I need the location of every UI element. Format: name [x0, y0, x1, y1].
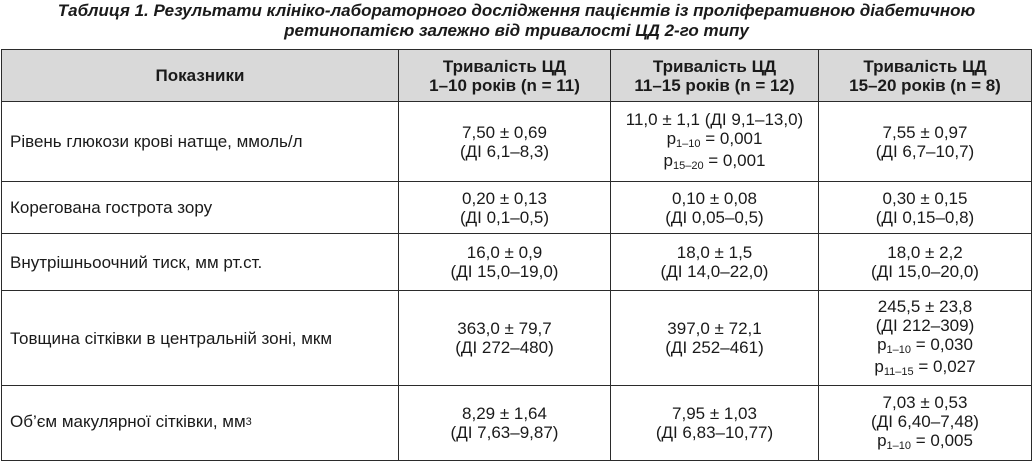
value-text: 18,0 ± 1,5 — [676, 243, 753, 262]
p-subscript: 1–10 — [886, 440, 912, 452]
p-subscript: 1–10 — [886, 344, 912, 356]
value-cell — [399, 291, 611, 386]
table-row — [2, 386, 1032, 461]
table-row — [2, 234, 1032, 291]
value-cell — [611, 386, 819, 461]
table-caption — [0, 1, 1033, 41]
value-cell — [819, 291, 1032, 386]
row-label — [2, 234, 399, 291]
value-text: 11,0 ± 1,1 (ДІ 9,1–13,0) — [625, 110, 804, 129]
value-text: (ДІ 6,83–10,77) — [655, 423, 774, 442]
caption-line-1: Таблиця 1. Результати клініко-лабораторного дослідження пацієнтів із проліферативною діабетичною — [57, 1, 976, 20]
value-text: (ДІ 6,7–10,7) — [875, 141, 975, 161]
value-text: 0,20 ± 0,13 — [462, 188, 547, 208]
p-symbol: p — [877, 335, 887, 354]
value-cell — [399, 102, 611, 182]
value-text: 245,5 ± 23,8 — [877, 297, 973, 316]
header-text: 15–20 років (n = 8) — [849, 75, 1001, 95]
header-text: 1–10 років (n = 11) — [429, 75, 580, 95]
value-text: 16,0 ± 0,9 — [466, 243, 543, 262]
header-row — [2, 50, 1032, 102]
row-label-text: Внутрішньоочний тиск, мм рт.ст. — [10, 252, 263, 272]
p-value-text: = 0,027 — [913, 357, 976, 376]
row-label — [2, 291, 399, 386]
value-text: (ДІ 15,0–20,0) — [871, 262, 979, 281]
row-label-text: Об’єм макулярної сітківки, мм — [10, 412, 246, 431]
p-value — [819, 357, 1031, 379]
value-text: 7,03 ± 0,53 — [882, 393, 968, 412]
p-value-text: = 0,001 — [700, 129, 763, 148]
unit-superscript: 3 — [245, 416, 252, 428]
table-body — [2, 102, 1032, 461]
p-value-text: = 0,030 — [911, 335, 973, 354]
header-text: Тривалість ЦД — [863, 56, 987, 76]
value-cell — [819, 234, 1032, 291]
value-text: (ДІ 212–309) — [875, 316, 975, 335]
value-cell — [399, 386, 611, 461]
value-text: (ДІ 6,40–7,48) — [871, 412, 979, 431]
header-text: Тривалість ЦД — [652, 56, 777, 76]
value-text: (ДІ 252–461) — [665, 338, 764, 357]
row-label-text: Товщина сітківки в центральній зоні, мкм — [10, 328, 333, 348]
value-cell — [819, 386, 1032, 461]
p-subscript: 15–20 — [672, 160, 704, 172]
results-table — [1, 49, 1032, 461]
value-cell — [611, 182, 819, 234]
table-row — [2, 102, 1032, 182]
value-cell — [611, 291, 819, 386]
value-text: 363,0 ± 79,7 — [457, 319, 552, 338]
value-text: 7,95 ± 1,03 — [672, 404, 757, 423]
table-row — [2, 182, 1032, 234]
p-value — [819, 431, 1031, 453]
row-label — [2, 102, 399, 182]
value-cell — [611, 234, 819, 291]
row-label-text: Корегована гострота зору — [10, 198, 213, 217]
value-cell — [819, 182, 1032, 234]
value-cell — [611, 102, 819, 182]
p-symbol: p — [874, 357, 884, 376]
column-header-duration-1 — [399, 50, 611, 102]
p-subscript: 11–15 — [883, 366, 914, 378]
value-text: (ДІ 0,05–0,5) — [665, 207, 764, 227]
p-value — [819, 335, 1031, 357]
value-text: 0,30 ± 0,15 — [882, 188, 968, 208]
p-symbol: p — [663, 151, 673, 170]
row-label — [2, 386, 399, 461]
value-text: 18,0 ± 2,2 — [887, 243, 963, 262]
caption-line-2: ретинопатією залежно від тривалості ЦД 2-го типу — [284, 21, 749, 40]
value-cell — [399, 234, 611, 291]
p-subscript: 1–10 — [676, 138, 701, 150]
header-text: Показники — [155, 66, 245, 85]
header-text: Тривалість ЦД — [442, 56, 567, 76]
header-text: 11–15 років (n = 12) — [634, 75, 795, 95]
value-text: (ДІ 15,0–19,0) — [450, 262, 559, 281]
value-text: (ДІ 7,63–9,87) — [450, 423, 559, 442]
p-value — [611, 151, 818, 173]
value-text: 7,50 ± 0,69 — [462, 122, 547, 142]
p-symbol: p — [666, 129, 677, 148]
value-text: 7,55 ± 0,97 — [882, 122, 968, 142]
value-text: 0,10 ± 0,08 — [672, 188, 757, 208]
table-row — [2, 291, 1032, 386]
value-text: 397,0 ± 72,1 — [667, 319, 762, 338]
value-text: (ДІ 14,0–22,0) — [660, 262, 769, 281]
p-symbol: p — [877, 431, 887, 450]
value-text: (ДІ 0,15–0,8) — [875, 207, 975, 227]
value-text: (ДІ 0,1–0,5) — [459, 207, 549, 227]
column-header-duration-3 — [819, 50, 1032, 102]
value-cell — [819, 102, 1032, 182]
column-header-duration-2 — [611, 50, 819, 102]
value-text: (ДІ 272–480) — [455, 338, 554, 357]
row-label — [2, 182, 399, 234]
value-text: (ДІ 6,1–8,3) — [459, 141, 549, 161]
value-cell — [399, 182, 611, 234]
value-text: 8,29 ± 1,64 — [462, 404, 547, 423]
p-value — [611, 129, 818, 151]
p-value-text: = 0,005 — [911, 431, 973, 450]
p-value-text: = 0,001 — [703, 151, 766, 170]
row-label-text: Рівень глюкози крові натще, ммоль/л — [10, 132, 303, 151]
column-header-indicators — [2, 50, 399, 102]
